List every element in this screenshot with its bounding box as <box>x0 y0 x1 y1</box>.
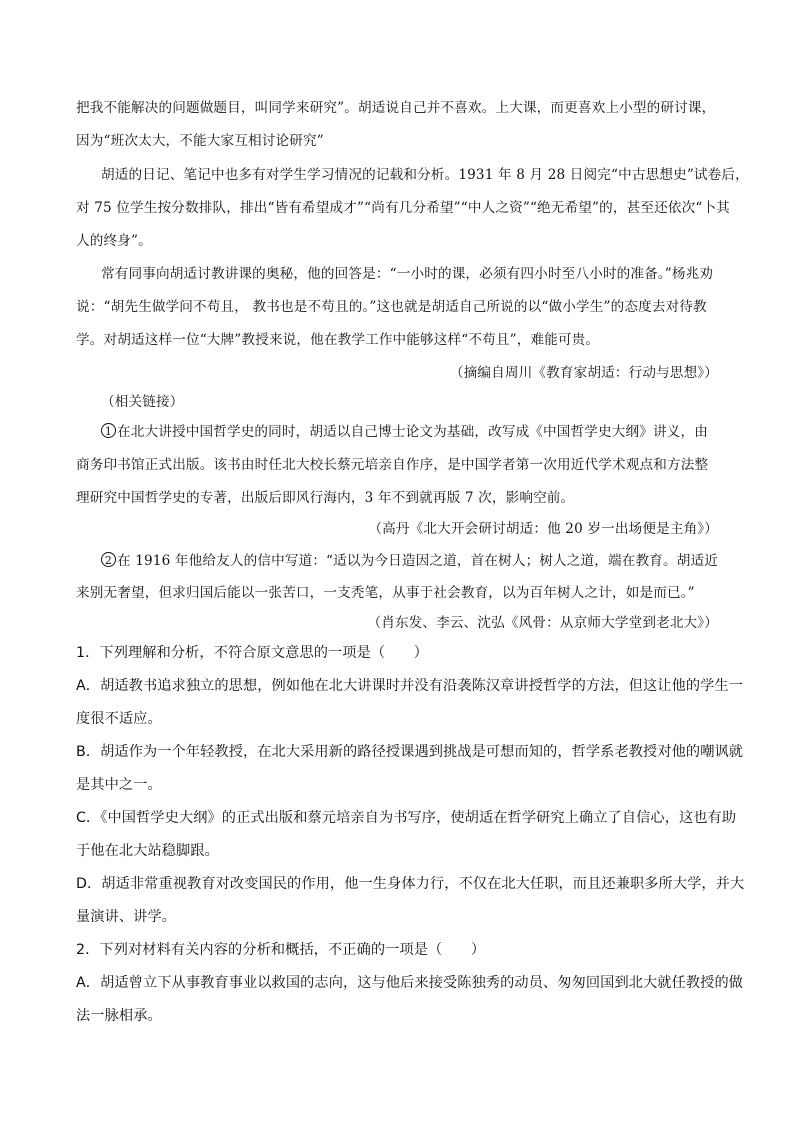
link-2-line <box>101 551 722 571</box>
link-2-line: 来别无奢望，但求归国后能以一张苦口，一支秃笔，从事于社会教育，以为百年树人之计，如是而已。” <box>76 585 695 601</box>
link-2-source: （肖东发、李云、沈弘《风骨：从京师大学堂到老北大》） <box>367 615 718 631</box>
question-2-option-a: 法一脉相承。 <box>76 1008 162 1024</box>
link-1-source: （高丹《北大开会研讨胡适：他 20 岁一出场便是主角》） <box>368 521 718 537</box>
question-1-option-b: 是其中之一。 <box>76 777 162 793</box>
question-1-option-a: 度很不适应。 <box>76 711 162 727</box>
passage-line: 学。对胡适这样一位“大牌”教授来说，他在教学工作中能够这样“不苟且”，难能可贵。 <box>76 332 600 348</box>
link-1-line: 商务印书馆正式出版。该书由时任北大校长蔡元培亲自作序，是中国学者第一次用近代学术观点和方法整 <box>76 457 709 473</box>
circled-number-2: 2 <box>101 552 116 567</box>
question-1-option-d: 量演讲、讲学。 <box>76 909 177 925</box>
question-2-stem: 2．下列对材料有关内容的分析和概括，不正确的一项是（ ） <box>76 942 486 958</box>
question-2-option-a: A．胡适曾立下从事教育事业以救国的志向，这与他后来接受陈独秀的动员、匆匆回国到北大就任教授的做 <box>76 975 744 991</box>
passage-line: 把我不能解决的问题做题目，叫同学来研究”。胡适说自己并不喜欢。上大课，而更喜欢上小型的研讨课， <box>76 100 716 116</box>
passage-line: 胡适的日记、笔记中也多有对学生学习情况的记载和分析。1931 年 8 月 28 日阅完“中古思想史”试卷后， <box>101 167 749 183</box>
related-links-heading: （相关链接） <box>101 394 184 410</box>
passage-line: 常有同事向胡适讨教讲课的奥秘，他的回答是：“一小时的课，必须有四小时至八小时的准备。”杨兆劝 <box>101 266 714 282</box>
question-1-option-c: C．《中国哲学史大纲》的正式出版和蔡元培亲自为书写序，使胡适在哲学研究上确立了自信心，这也有助 <box>76 810 737 826</box>
link-1-line <box>101 422 722 442</box>
passage-line: 因为“班次太大，不能大家互相讨论研究” <box>76 133 324 149</box>
question-1-stem: 1．下列理解和分析，不符合原文意思的一项是（ ） <box>76 645 429 661</box>
question-1-option-b: B．胡适作为一个年轻教授，在北大采用新的路径授课遇到挑战是可想而知的，哲学系老教授对他的嘲讽就 <box>76 744 744 760</box>
question-1-option-d: D．胡适非常重视教育对改变国民的作用，他一生身体力行，不仅在北大任职，而且还兼职多所大学，并大 <box>76 876 745 892</box>
passage-line: 说：“胡先生做学问不苟且， 教书也是不苟且的。”这也就是胡适自己所说的以“做小学生”的态度去对待教 <box>76 299 707 315</box>
circled-number-1: 1 <box>101 423 116 438</box>
question-1-option-c: 于他在北大站稳脚跟。 <box>76 843 219 859</box>
question-1-option-a: A．胡适教书追求独立的思想，例如他在北大讲课时并没有沿袭陈汉章讲授哲学的方法，但这让他的学生一 <box>76 678 744 694</box>
link-1-line: 理研究中国哲学史的专著，出版后即风行海内，3 年不到就再版 7 次，影响空前。 <box>76 490 575 506</box>
passage-line: 对 75 位学生按分数排队，排出“皆有希望成才”“尚有几分希望”“中人之资”“绝无希望”的，甚至还依次“卜其 <box>76 200 730 216</box>
link-1-text: 在北大讲授中国哲学史的同时，胡适以自己博士论文为基础，改写成《中国哲学史大纲》讲义，由 <box>117 424 708 440</box>
passage-line: 人的终身”。 <box>76 233 152 249</box>
passage-source: （摘编自周川《教育家胡适：行动与思想》） <box>449 365 718 381</box>
link-2-text: 在 1916 年他给友人的信中写道：“适以为今日造因之道，首在树人；树人之道，端在教育。胡适近 <box>117 553 718 569</box>
